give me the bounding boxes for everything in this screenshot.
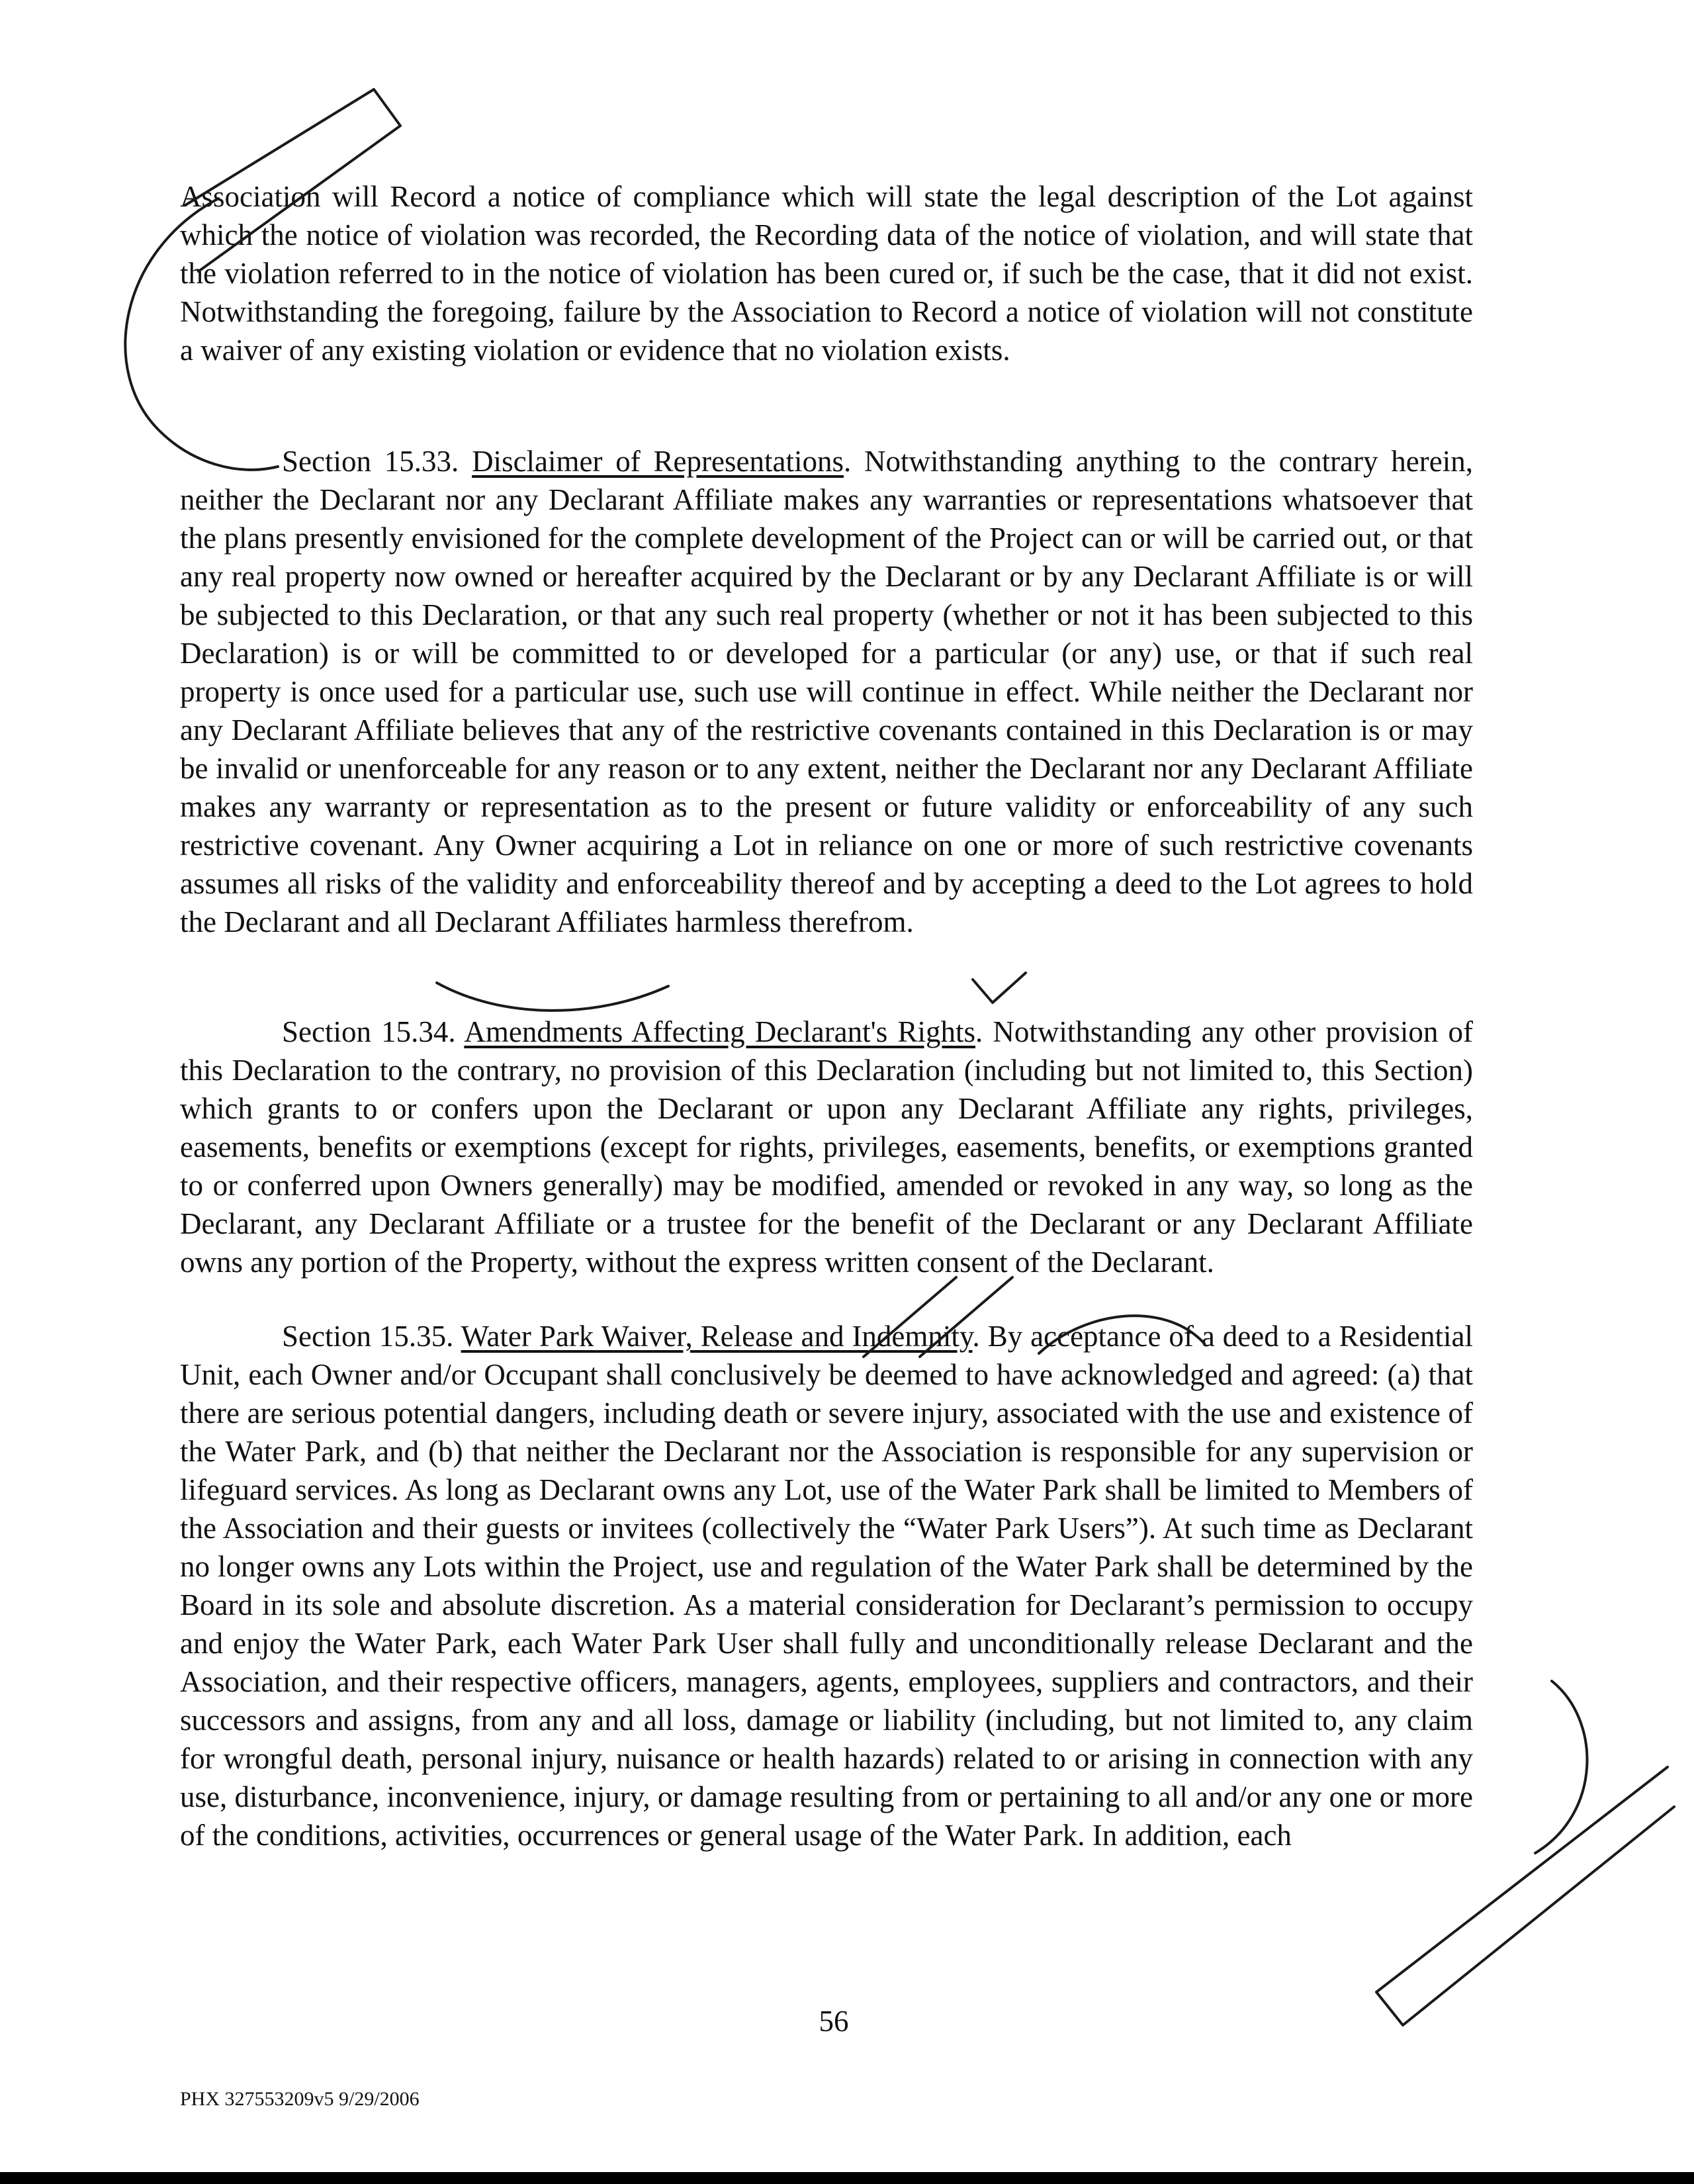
section-title: Disclaimer of Representations [472, 445, 844, 478]
section-number: Section 15.35. [282, 1320, 461, 1353]
section-15-33 [180, 442, 1473, 941]
scan-edge-bar [0, 2172, 1694, 2184]
right-margin-bracket [1535, 1681, 1587, 1853]
section-15-35 [180, 1317, 1473, 1854]
section-body: . Notwithstanding any other provision of this Declaration to the contrary, no provision of this Declaration (including but not limited to, this Section) which grants to or confers upon the Declarant or upon any Declarant Affiliate any rights, privileges, easements, benefits or exemptions (except for rights, privileges, easements, benefits, or exemptions granted to or conferred upon Owners generally) may be modified, amended or revoked in any way, so long as the Declarant, any Declarant Affiliate or a trustee for the benefit of the Declarant or any Declarant Affiliate owns any portion of the Property, without the express written consent of the Declarant. [180, 1015, 1474, 1279]
section-number: Section 15.33. [282, 445, 472, 478]
paragraph-continuation: Association will Record a notice of compliance which will state the legal description of the Lot against which the notice of violation was recorded, the Recording data of the notice of violation, and will state that the violation referred to in the notice of violation has been cured or, if such be the case, that it did not exist. Notwithstanding the foregoing, failure by the Association to Record a notice of violation will not constitute a waiver of any existing violation or evidence that no violation exists. [180, 180, 1473, 367]
section-body: . Notwithstanding anything to the contrary herein, neither the Declarant nor any Declarant Affiliate makes any warranties or representations whatsoever that the plans presently envisioned for the complete development of the Project can or will be carried out, or that any real property now owned or hereafter acquired by the Declarant or by any Declarant Affiliate is or will be subjected to this Declaration, or that any such real property (whether or not it has been subjected to this Declaration) is or will be committed to or developed for a particular (or any) use, or that if such real property is once used for a particular use, such use will continue in effect. While neither the Declarant nor any Declarant Affiliate believes that any of the restrictive covenants contained in this Declaration is or may be invalid or unenforceable for any reason or to any extent, neither the Declarant nor any Declarant Affiliate makes any warranty or representation as to the present or future validity or enforceability of any such restrictive covenant. Any Owner acquiring a Lot in reliance on one or more of such restrictive covenants assumes all risks of the validity and enforceability thereof and by accepting a deed to the Lot agrees to hold the Declarant and all Declarant Affiliates harmless therefrom. [180, 445, 1473, 938]
underline-swoop-15-33 [437, 983, 668, 1011]
footer-document-id: PHX 327553209v5 9/29/2006 [180, 2088, 420, 2110]
section-number: Section 15.34. [282, 1015, 465, 1048]
section-15-34 [180, 1013, 1473, 1281]
hand-check-mark [973, 973, 1026, 1003]
section-title: Water Park Waiver, Release and Indemnity [461, 1320, 973, 1353]
page-number: 56 [819, 2005, 849, 2038]
section-body: . By acceptance of a deed to a Residential Unit, each Owner and/or Occupant shall conclusively be deemed to have acknowledged and agreed: (a) that there are serious potential dangers, including death or severe injury, associated with the use and existence of the Water Park, and (b) that neither the Declarant nor the Association is responsible for any supervision or lifeguard services. As long as Declarant owns any Lot, use of the Water Park shall be limited to Members of the Association and their guests or invitees (collectively the “Water Park Users”). At such time as Declarant no longer owns any Lots within the Project, use and regulation of the Water Park shall be determined by the Board in its sole and absolute discretion. As a material consideration for Declarant’s permission to occupy and enjoy the Water Park, each Water Park User shall fully and unconditionally release Declarant and the Association, and their respective officers, managers, agents, employees, suppliers and contractors, and their successors and assigns, from any and all loss, damage or liability (including, but not limited to, any claim for wrongful death, personal injury, nuisance or health hazards) related to or arising in connection with any use, disturbance, inconvenience, injury, or damage resulting from or pertaining to all and/or any one or more of the conditions, activities, occurrences or general usage of the Water Park. In addition, each [180, 1320, 1474, 1852]
section-title: Amendments Affecting Declarant's Rights [464, 1015, 975, 1048]
